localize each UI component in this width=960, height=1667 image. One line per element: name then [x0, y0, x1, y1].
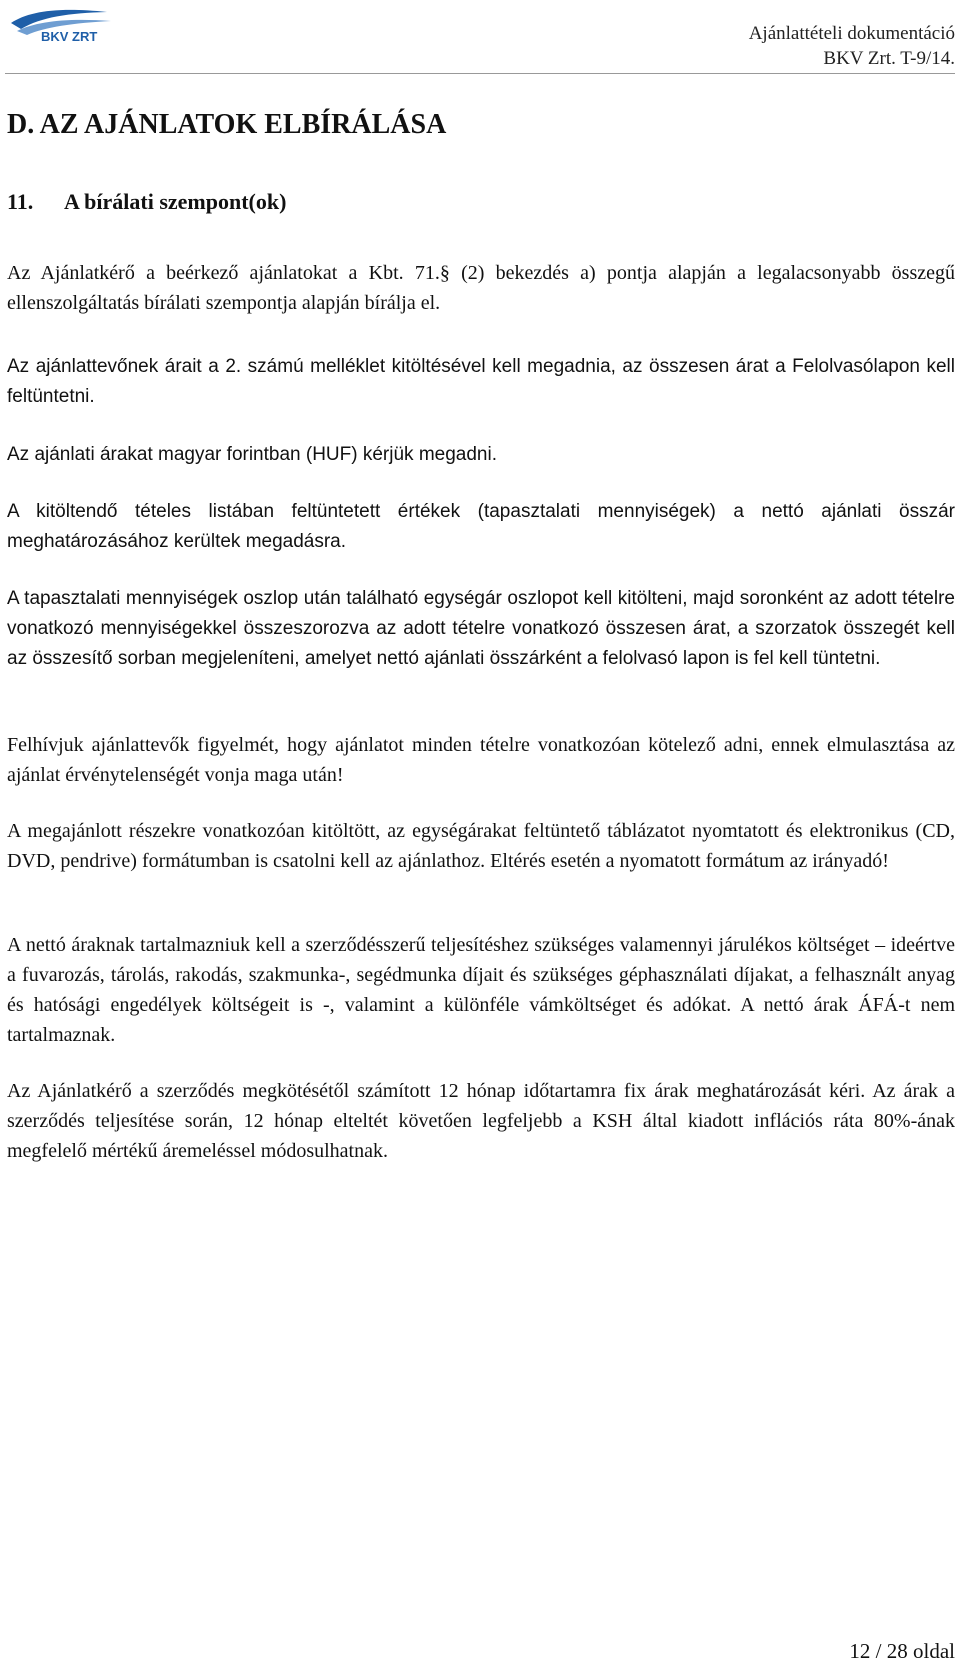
paragraph: A tapasztalati mennyiségek oszlop után található egységár oszlopot kell kitölteni, majd soronként az adott tételre vonatkozó mennyiségekkel összeszorozva az adott tételre vonatkozó összesen árat, a szorzatok összegét kell az összesítő sorban megjeleníteni, amelyet nettó ajánlati összárként a felolvasó lapon is fel kell tüntetni. [7, 588, 955, 669]
document-title: Ajánlattételi dokumentáció [748, 23, 955, 44]
subsection-heading [7, 188, 286, 216]
paragraph: Az ajánlattevőnek árait a 2. számú melléklet kitöltésével kell megadnia, az összesen árat a Felolvasólapon kell feltüntetni. [7, 356, 955, 407]
paragraph: A megajánlott részekre vonatkozóan kitöltött, az egységárakat feltüntető táblázatot nyomtatott és elektronikus (CD, DVD, pendrive) formátumban is csatolni kell az ajánlathoz. Eltérés esetén a nyomatott formátum az irányadó! [7, 820, 955, 872]
paragraph: Felhívjuk ajánlattevők figyelmét, hogy ajánlatot minden tételre vonatkozóan kötelező adni, ennek elmulasztása az ajánlat érvénytelenségét vonja maga után! [7, 734, 955, 786]
paragraph: Az Ajánlatkérő a szerződés megkötésétől számított 12 hónap időtartamra fix árak meghatározását kéri. Az árak a szerződés teljesítése során, 12 hónap elteltét követően legfeljebb a KSH által kiadott inflációs ráta 80%-ának megfelelő mértékű áremeléssel módosulhatnak. [7, 1080, 955, 1162]
subsection-number: 11. [7, 189, 34, 214]
paragraph: Az Ajánlatkérő a beérkező ajánlatokat a Kbt. 71.§ (2) bekezdés a) pontja alapján a legalacsonyabb összegű ellenszolgáltatás bírálati szempontja alapján bírálja el. [7, 262, 955, 314]
paragraph: A nettó áraknak tartalmazniuk kell a szerződésszerű teljesítéshez szükséges valamennyi járulékos költséget – ideértve a fuvarozás, tárolás, rakodás, szakmunka-, segédmunka díjait és szükséges géphasználati díjakat, a felhasznált anyag és hatósági engedélyek költségeit is -, valamint a különféle vámköltséget és adókat. A nettó árak ÁFÁ-t nem tartalmaznak. [7, 934, 955, 1046]
document-code: BKV Zrt. T-9/14. [823, 48, 955, 69]
page-number: 12 / 28 oldal [849, 1639, 955, 1663]
header-divider [5, 73, 955, 74]
bkv-logo-icon [7, 3, 115, 43]
bkv-logo [7, 3, 115, 48]
paragraph: Az ajánlati árakat magyar forintban (HUF) kérjük megadni. [7, 444, 497, 465]
paragraph: A kitöltendő tételes listában feltüntetett értékek (tapasztalati mennyiségek) a nettó ajánlati összár meghatározásához kerültek megadásra. [7, 501, 955, 552]
page-header [0, 0, 960, 69]
section-title: D. AZ AJÁNLATOK ELBÍRÁLÁSA [7, 109, 447, 140]
logo-text: BKV ZRT [41, 29, 98, 43]
subsection-title: A bírálati szempont(ok) [64, 189, 287, 214]
